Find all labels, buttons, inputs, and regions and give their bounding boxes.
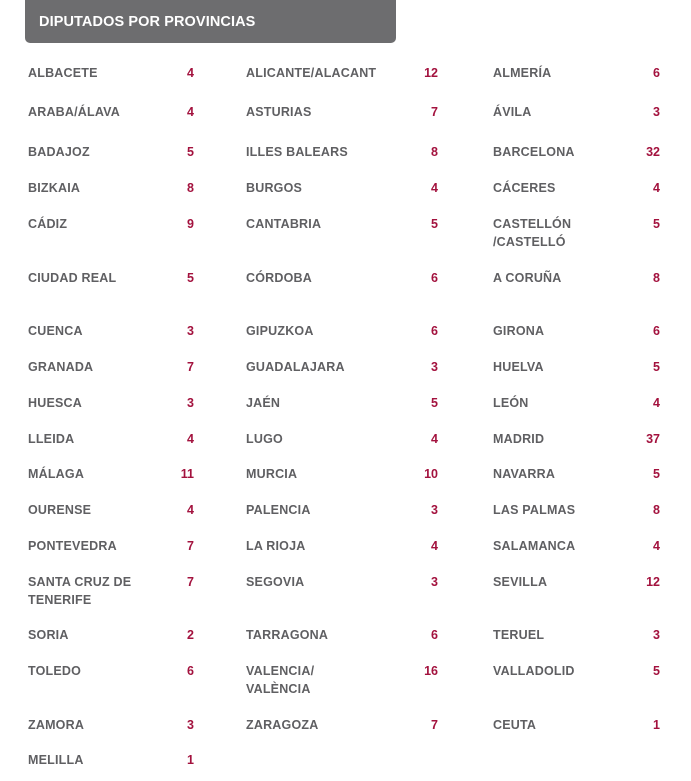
seat-count: 5 bbox=[653, 664, 660, 678]
seat-count: 37 bbox=[646, 432, 660, 446]
province-name: LLEIDA bbox=[28, 432, 75, 446]
province-name: CANTABRIA bbox=[246, 217, 322, 231]
seat-count: 4 bbox=[431, 539, 438, 553]
province-name: BARCELONA bbox=[493, 145, 575, 159]
province-name: SEVILLA bbox=[493, 575, 548, 589]
province-name: ASTURIAS bbox=[246, 105, 312, 119]
seat-count: 6 bbox=[431, 324, 438, 338]
province-name: ALICANTE/ALACANT bbox=[246, 66, 377, 80]
seat-count: 6 bbox=[431, 271, 438, 285]
province-name: VALENCIA/ VALÈNCIA bbox=[246, 664, 315, 696]
province-name: CASTELLÓN /CASTELLÓ bbox=[493, 217, 572, 249]
seat-count: 4 bbox=[187, 105, 194, 119]
province-name: MELILLA bbox=[28, 753, 84, 767]
seat-count: 5 bbox=[187, 145, 194, 159]
seat-count: 3 bbox=[653, 105, 660, 119]
province-name: ZAMORA bbox=[28, 718, 85, 732]
province-name: BURGOS bbox=[246, 181, 303, 195]
province-name: LEÓN bbox=[493, 396, 529, 410]
seat-count: 7 bbox=[187, 360, 194, 374]
seat-count: 5 bbox=[653, 467, 660, 481]
province-name: PALENCIA bbox=[246, 503, 311, 517]
province-name: BADAJOZ bbox=[28, 145, 90, 159]
province-name: A CORUÑA bbox=[493, 271, 562, 285]
seat-count: 12 bbox=[646, 575, 660, 589]
province-name: LA RIOJA bbox=[246, 539, 306, 553]
seat-count: 5 bbox=[431, 396, 438, 410]
province-name: LUGO bbox=[246, 432, 283, 446]
section-header bbox=[25, 0, 396, 43]
seat-count: 7 bbox=[431, 718, 438, 732]
province-name: HUESCA bbox=[28, 396, 82, 410]
province-name: CEUTA bbox=[493, 718, 537, 732]
province-name: HUELVA bbox=[493, 360, 544, 374]
seat-count: 4 bbox=[431, 432, 438, 446]
seat-count: 4 bbox=[187, 503, 194, 517]
province-name: ILLES BALEARS bbox=[246, 145, 348, 159]
seat-count: 32 bbox=[646, 145, 660, 159]
province-name: SORIA bbox=[28, 628, 69, 642]
seat-count: 7 bbox=[187, 575, 194, 589]
province-name: BIZKAIA bbox=[28, 181, 81, 195]
province-name: CUENCA bbox=[28, 324, 83, 338]
seat-count: 9 bbox=[187, 217, 194, 231]
seat-count: 3 bbox=[431, 575, 438, 589]
seat-count: 5 bbox=[653, 360, 660, 374]
province-name: JAÉN bbox=[246, 396, 281, 410]
seat-count: 4 bbox=[653, 539, 660, 553]
seat-count: 6 bbox=[431, 628, 438, 642]
seat-count: 3 bbox=[431, 360, 438, 374]
province-name: ZARAGOZA bbox=[246, 718, 319, 732]
seat-count: 11 bbox=[180, 467, 194, 481]
province-name: TERUEL bbox=[493, 628, 545, 642]
seat-count: 12 bbox=[424, 66, 438, 80]
seat-count: 7 bbox=[187, 539, 194, 553]
seat-count: 5 bbox=[431, 217, 438, 231]
seat-count: 8 bbox=[653, 271, 660, 285]
seat-count: 2 bbox=[187, 628, 194, 642]
province-name: GIRONA bbox=[493, 324, 545, 338]
seat-count: 6 bbox=[187, 664, 194, 678]
province-name: MÁLAGA bbox=[28, 467, 85, 481]
province-name: CÁDIZ bbox=[28, 217, 68, 231]
province-name: MADRID bbox=[493, 432, 545, 446]
seat-count: 4 bbox=[431, 181, 438, 195]
province-name: GRANADA bbox=[28, 360, 94, 374]
province-name: SEGOVIA bbox=[246, 575, 305, 589]
seat-count: 8 bbox=[187, 181, 194, 195]
province-name: SANTA CRUZ DE TENERIFE bbox=[28, 575, 132, 607]
province-name: ÁVILA bbox=[493, 105, 532, 119]
seat-count: 4 bbox=[653, 181, 660, 195]
seat-count: 4 bbox=[187, 66, 194, 80]
seat-count: 10 bbox=[424, 467, 438, 481]
province-name: GUADALAJARA bbox=[246, 360, 345, 374]
province-name: TOLEDO bbox=[28, 664, 82, 678]
seat-count: 3 bbox=[431, 503, 438, 517]
seat-count: 4 bbox=[653, 396, 660, 410]
province-name: OURENSE bbox=[28, 503, 92, 517]
seat-count: 4 bbox=[187, 432, 194, 446]
province-name: MURCIA bbox=[246, 467, 298, 481]
province-name: ARABA/ÁLAVA bbox=[28, 105, 121, 119]
seat-count: 6 bbox=[653, 324, 660, 338]
seat-count: 3 bbox=[187, 396, 194, 410]
province-name: LAS PALMAS bbox=[493, 503, 576, 517]
province-name: CÁCERES bbox=[493, 181, 556, 195]
province-name: VALLADOLID bbox=[493, 664, 575, 678]
seat-count: 5 bbox=[653, 217, 660, 231]
seat-count: 3 bbox=[187, 324, 194, 338]
section-title: DIPUTADOS POR PROVINCIAS bbox=[39, 13, 256, 30]
seat-count: 8 bbox=[653, 503, 660, 517]
province-name: ALMERÍA bbox=[493, 66, 552, 80]
seat-count: 5 bbox=[187, 271, 194, 285]
seat-count: 3 bbox=[187, 718, 194, 732]
seat-count: 6 bbox=[653, 66, 660, 80]
seat-count: 8 bbox=[431, 145, 438, 159]
seat-count: 16 bbox=[424, 664, 438, 678]
province-name: CÓRDOBA bbox=[246, 271, 312, 285]
province-name: ALBACETE bbox=[28, 66, 98, 80]
seat-count: 3 bbox=[653, 628, 660, 642]
province-name: GIPUZKOA bbox=[246, 324, 314, 338]
province-name: TARRAGONA bbox=[246, 628, 329, 642]
seat-count: 1 bbox=[653, 718, 660, 732]
province-name: CIUDAD REAL bbox=[28, 271, 117, 285]
province-name: PONTEVEDRA bbox=[28, 539, 117, 553]
seat-count: 7 bbox=[431, 105, 438, 119]
seat-count: 1 bbox=[187, 753, 194, 767]
province-name: SALAMANCA bbox=[493, 539, 576, 553]
province-name: NAVARRA bbox=[493, 467, 556, 481]
